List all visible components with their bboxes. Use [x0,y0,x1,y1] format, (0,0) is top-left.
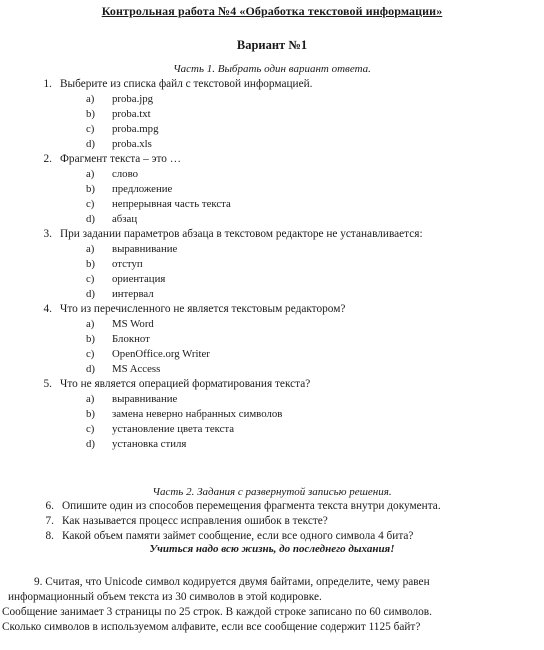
option-letter: c) [86,198,95,210]
task-number: 8. [45,530,54,542]
option-text: proba.xls [112,138,152,150]
question-text: Фрагмент текста – это … [60,153,182,165]
task-8 [45,530,414,542]
option-4d [86,363,161,375]
option-letter: d) [86,288,95,300]
option-1d [86,138,152,150]
task-number: 6. [45,500,54,512]
option-letter: b) [86,408,95,420]
option-3d [86,288,154,300]
option-1c [86,123,159,135]
question-text: Выберите из списка файл с текстовой информацией. [60,78,313,90]
option-3c [86,273,166,285]
part2-heading: Часть 2. Задания с развернутой записью решения. [152,486,392,498]
option-2b [86,183,173,195]
option-text: proba.jpg [112,93,154,105]
task-text: Как называется процесс исправления ошибок в тексте? [62,515,328,527]
option-letter: c) [86,123,95,135]
option-text: proba.mpg [112,123,159,135]
option-2c [86,198,231,210]
question-number: 5. [43,378,52,390]
option-letter: d) [86,363,95,375]
option-letter: d) [86,213,95,225]
question-4 [43,303,346,315]
motto: Учиться надо всю жизнь, до последнего дыхания! [149,543,395,555]
task-text: Опишите один из способов перемещения фрагмента текста внутри документа. [62,500,441,512]
option-5d [86,438,187,450]
option-text: отступ [112,258,143,270]
option-letter: b) [86,183,95,195]
option-4b [86,333,150,345]
worksheet-title: Контрольная работа №4 «Обработка текстовой информации» [101,4,443,18]
option-4c [86,348,210,360]
option-1b [86,108,151,120]
option-text: MS Access [112,363,161,375]
option-3a [86,243,178,255]
option-text: установка стиля [112,438,187,450]
option-text: proba.txt [112,108,151,120]
option-letter: c) [86,423,95,435]
question-number: 2. [43,153,52,165]
task-6 [45,500,441,512]
option-3b [86,258,143,270]
option-letter: d) [86,438,95,450]
option-text: непрерывная часть текста [112,198,231,210]
task-9-line-4: Сколько символов в используемом алфавите, если все сообщение содержит 1125 байт? [2,621,421,633]
option-text: MS Word [112,318,154,330]
option-4a [86,318,154,330]
part1-heading: Часть 1. Выбрать один вариант ответа. [173,63,371,75]
option-2d [86,213,138,225]
task-7 [45,515,328,527]
option-letter: d) [86,138,95,150]
option-5a [86,393,178,405]
option-letter: a) [86,243,95,255]
variant-heading: Вариант №1 [236,38,308,52]
option-text: слово [112,168,139,180]
question-number: 3. [43,228,52,240]
option-letter: c) [86,273,95,285]
option-text: ориентация [112,273,166,285]
option-letter: a) [86,318,95,330]
option-5c [86,423,235,435]
option-text: выравнивание [112,393,178,405]
question-5 [43,378,311,390]
option-letter: b) [86,258,95,270]
option-letter: a) [86,93,95,105]
question-number: 1. [43,78,52,90]
option-text: выравнивание [112,243,178,255]
option-text: установление цвета текста [112,423,235,435]
task-number: 7. [45,515,54,527]
option-5b [86,408,283,420]
question-2 [43,153,182,165]
option-text: интервал [112,288,154,300]
option-1a [86,93,154,105]
question-3 [43,228,423,240]
option-letter: a) [86,168,95,180]
option-letter: a) [86,393,95,405]
question-text: При задании параметров абзаца в текстовом редакторе не устанавливается: [60,228,423,240]
option-text: абзац [112,213,138,225]
task-9-line-2: информационный объем текста из 30 символов в этой кодировке. [8,591,322,603]
option-text: Блокнот [112,333,150,345]
option-letter: b) [86,108,95,120]
question-1 [43,78,313,90]
question-number: 4. [43,303,52,315]
task-9-line-1: 9. Считая, что Unicode символ кодируется двумя байтами, определите, чему равен [34,576,430,588]
task-text: Какой объем памяти займет сообщение, если все одного символа 4 бита? [62,530,414,542]
option-2a [86,168,139,180]
option-letter: b) [86,333,95,345]
option-text: OpenOffice.org Writer [112,348,210,360]
option-text: замена неверно набранных символов [112,408,283,420]
question-text: Что не является операцией форматирования текста? [60,378,311,390]
task-9-line-3: Сообщение занимает 3 страницы по 25 строк. В каждой строке записано по 60 символов. [2,606,432,618]
option-text: предложение [112,183,173,195]
option-letter: c) [86,348,95,360]
question-text: Что из перечисленного не является текстовым редактором? [60,303,346,315]
